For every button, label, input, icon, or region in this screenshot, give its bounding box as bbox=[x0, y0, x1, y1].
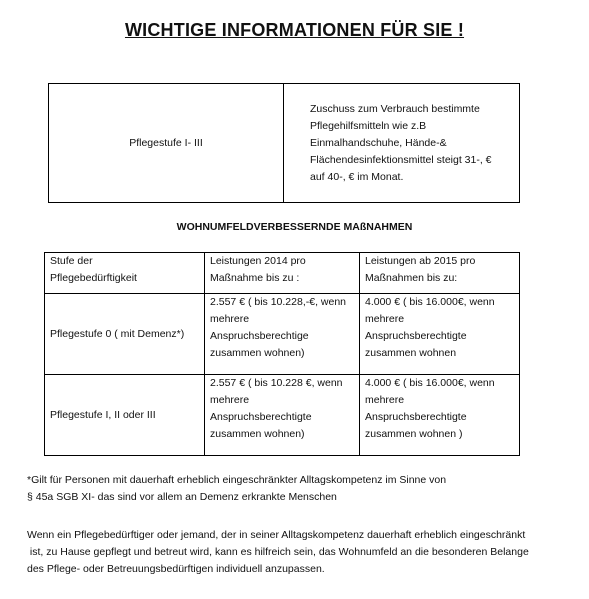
row-label-cell: Pflegestufe 0 ( mit Demenz*) bbox=[45, 294, 205, 375]
supply-allowance-line: Einmalhandschuhe, Hände-& bbox=[310, 136, 447, 149]
header-line: Pflegebedürftigkeit bbox=[50, 272, 137, 284]
supply-allowance-cell bbox=[284, 84, 520, 203]
care-level-cell: Pflegestufe I- III bbox=[49, 84, 284, 203]
supply-allowance-line: Pflegehilfsmitteln wie z.B bbox=[310, 119, 427, 132]
cell-line: zusammen wohnen) bbox=[210, 347, 305, 359]
cell-line: Anspruchsberechtige bbox=[210, 330, 309, 342]
footnote bbox=[27, 472, 567, 506]
benefit-2014-cell bbox=[205, 294, 360, 375]
paragraph-line: des Pflege- oder Betreuungsbedürftigen individuell anzupassen. bbox=[27, 563, 325, 575]
cell-line: 4.000 € ( bis 16.000€, wenn bbox=[365, 296, 495, 308]
section-heading: WOHNUMFELDVERBESSERNDE MAßNAHMEN bbox=[176, 221, 413, 233]
care-level-supply-row bbox=[49, 84, 520, 203]
table-row bbox=[45, 375, 520, 456]
footnote-line: § 45a SGB XI- das sind vor allem an Demenz erkrankte Menschen bbox=[27, 491, 337, 503]
table-row bbox=[45, 294, 520, 375]
supply-allowance-line: Flächendesinfektionsmittel steigt 31-, € bbox=[310, 153, 492, 166]
supply-allowance-line: Zuschuss zum Verbrauch bestimmte bbox=[310, 102, 480, 115]
benefit-2014-cell bbox=[205, 375, 360, 456]
cell-line: mehrere bbox=[365, 394, 405, 406]
header-line: Maßnahme bis zu : bbox=[210, 272, 300, 284]
cell-line: mehrere bbox=[210, 394, 250, 406]
cell-line: 2.557 € ( bis 10.228 €, wenn bbox=[210, 377, 343, 389]
header-cell-2015 bbox=[360, 253, 520, 294]
page-title: WICHTIGE INFORMATIONEN FÜR SIE ! bbox=[124, 20, 465, 40]
header-line: Stufe der bbox=[50, 255, 93, 267]
cell-line: Anspruchsberechtigte bbox=[365, 411, 467, 423]
cell-line: mehrere bbox=[210, 313, 250, 325]
cell-line: Anspruchsberechtigte bbox=[365, 330, 467, 342]
info-paragraph bbox=[27, 527, 575, 578]
paragraph-line: ist, zu Hause gepflegt und betreut wird, kann es hilfreich sein, das Wohnumfeld an die besonderen Belange bbox=[27, 546, 529, 558]
cell-line: mehrere bbox=[365, 313, 405, 325]
cell-line: 4.000 € ( bis 16.000€, wenn bbox=[365, 377, 495, 389]
benefit-2015-cell bbox=[360, 375, 520, 456]
home-improvement-table bbox=[44, 252, 520, 456]
header-cell-care-level bbox=[45, 253, 205, 294]
table-header-row bbox=[45, 253, 520, 294]
header-line: Maßnahmen bis zu: bbox=[365, 272, 458, 284]
cell-line: zusammen wohnen bbox=[365, 347, 457, 359]
cell-line: zusammen wohnen) bbox=[210, 428, 305, 440]
header-line: Leistungen ab 2015 pro bbox=[365, 255, 476, 267]
paragraph-line: Wenn ein Pflegebedürftiger oder jemand, der in seiner Alltagskompetenz dauerhaft erheblich eingeschränkt bbox=[27, 529, 526, 541]
footnote-line: *Gilt für Personen mit dauerhaft erheblich eingeschränkter Alltagskompetenz im Sinne von bbox=[27, 474, 447, 486]
supply-allowance-line: auf 40-, € im Monat. bbox=[310, 170, 404, 183]
header-line: Leistungen 2014 pro bbox=[210, 255, 306, 267]
row-label-cell: Pflegestufe I, II oder III bbox=[45, 375, 205, 456]
cell-line: 2.557 € ( bis 10.228,-€, wenn bbox=[210, 296, 347, 308]
cell-line: zusammen wohnen ) bbox=[365, 428, 463, 440]
header-cell-2014 bbox=[205, 253, 360, 294]
care-level-supply-table bbox=[48, 83, 520, 203]
benefit-2015-cell bbox=[360, 294, 520, 375]
cell-line: Anspruchsberechtigte bbox=[210, 411, 312, 423]
